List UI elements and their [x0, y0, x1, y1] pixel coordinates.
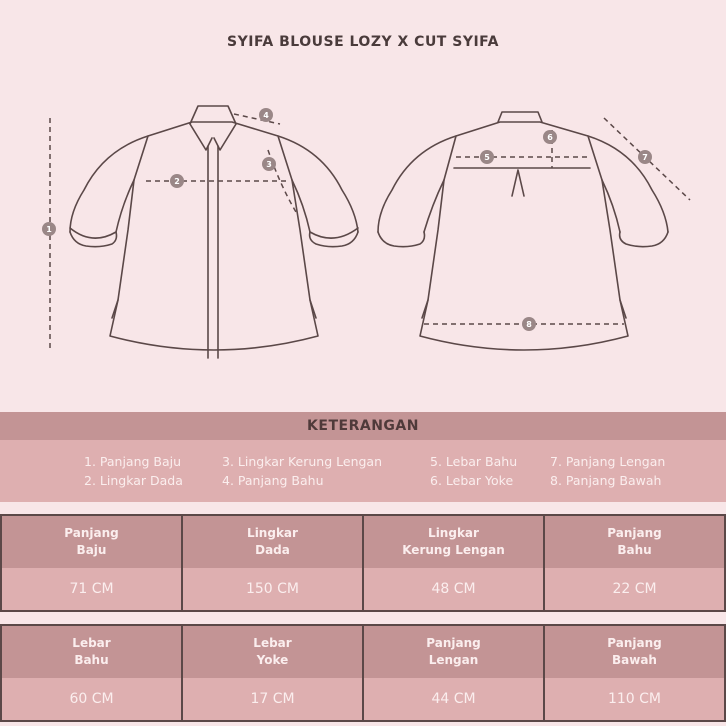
size-value: 17 CM — [250, 691, 295, 707]
size-label: Lingkar Kerung Lengan — [402, 526, 505, 557]
size-value: 110 CM — [607, 691, 662, 707]
size-cell — [181, 624, 364, 722]
badge-5 — [480, 150, 494, 164]
size-label: Lebar Yoke — [253, 636, 292, 667]
page-title: SYIFA BLOUSE LOZY X CUT SYIFA — [227, 34, 499, 50]
svg-text:1: 1 — [46, 225, 52, 234]
size-cell — [0, 514, 183, 612]
badge-2 — [170, 174, 184, 188]
size-cell — [543, 624, 726, 722]
size-cell — [181, 514, 364, 612]
svg-text:5: 5 — [484, 153, 490, 162]
keterangan-title: KETERANGAN — [307, 418, 419, 434]
legend-item: 4. Panjang Bahu — [222, 473, 324, 488]
svg-text:4: 4 — [263, 111, 269, 120]
badge-4 — [259, 108, 273, 122]
badge-1 — [42, 222, 56, 236]
keterangan-header — [0, 412, 726, 440]
size-label: Lingkar Dada — [247, 526, 298, 557]
legend-item: 1. Panjang Baju — [84, 454, 182, 469]
size-value: 71 CM — [69, 581, 114, 597]
size-label: Panjang Bahu — [607, 526, 662, 557]
blouse-back-drawing — [378, 112, 668, 350]
legend-item: 6. Lebar Yoke — [430, 473, 514, 488]
size-value: 48 CM — [431, 581, 476, 597]
measurement-lines — [50, 114, 690, 352]
badge-6 — [543, 130, 557, 144]
keterangan-legend — [0, 440, 726, 502]
legend-item: 2. Lingkar Dada — [84, 473, 183, 488]
badge-8 — [522, 317, 536, 331]
size-cell — [0, 624, 183, 722]
svg-text:6: 6 — [547, 133, 553, 142]
svg-text:7: 7 — [642, 153, 648, 162]
size-label: Panjang Bawah — [607, 636, 662, 667]
size-table-2 — [0, 624, 726, 726]
legend-item: 7. Panjang Lengan — [550, 454, 666, 469]
blouse-front-drawing — [70, 106, 358, 358]
badge-3 — [262, 157, 276, 171]
legend-item: 8. Panjang Bawah — [550, 473, 662, 488]
size-table-1 — [0, 514, 726, 616]
size-cell — [543, 514, 726, 612]
size-value: 60 CM — [69, 691, 114, 707]
svg-text:3: 3 — [266, 160, 272, 169]
size-value: 44 CM — [431, 691, 476, 707]
size-value: 150 CM — [245, 581, 300, 597]
size-value: 22 CM — [612, 581, 657, 597]
svg-text:8: 8 — [526, 320, 532, 329]
svg-text:2: 2 — [174, 177, 180, 186]
legend-item: 5. Lebar Bahu — [430, 454, 518, 469]
legend-item: 3. Lingkar Kerung Lengan — [222, 454, 383, 469]
size-label: Panjang Baju — [64, 526, 119, 557]
size-label: Lebar Bahu — [72, 636, 111, 667]
badge-7 — [638, 150, 652, 164]
size-label: Panjang Lengan — [426, 636, 481, 667]
size-cell — [362, 624, 545, 722]
size-cell — [362, 514, 545, 612]
